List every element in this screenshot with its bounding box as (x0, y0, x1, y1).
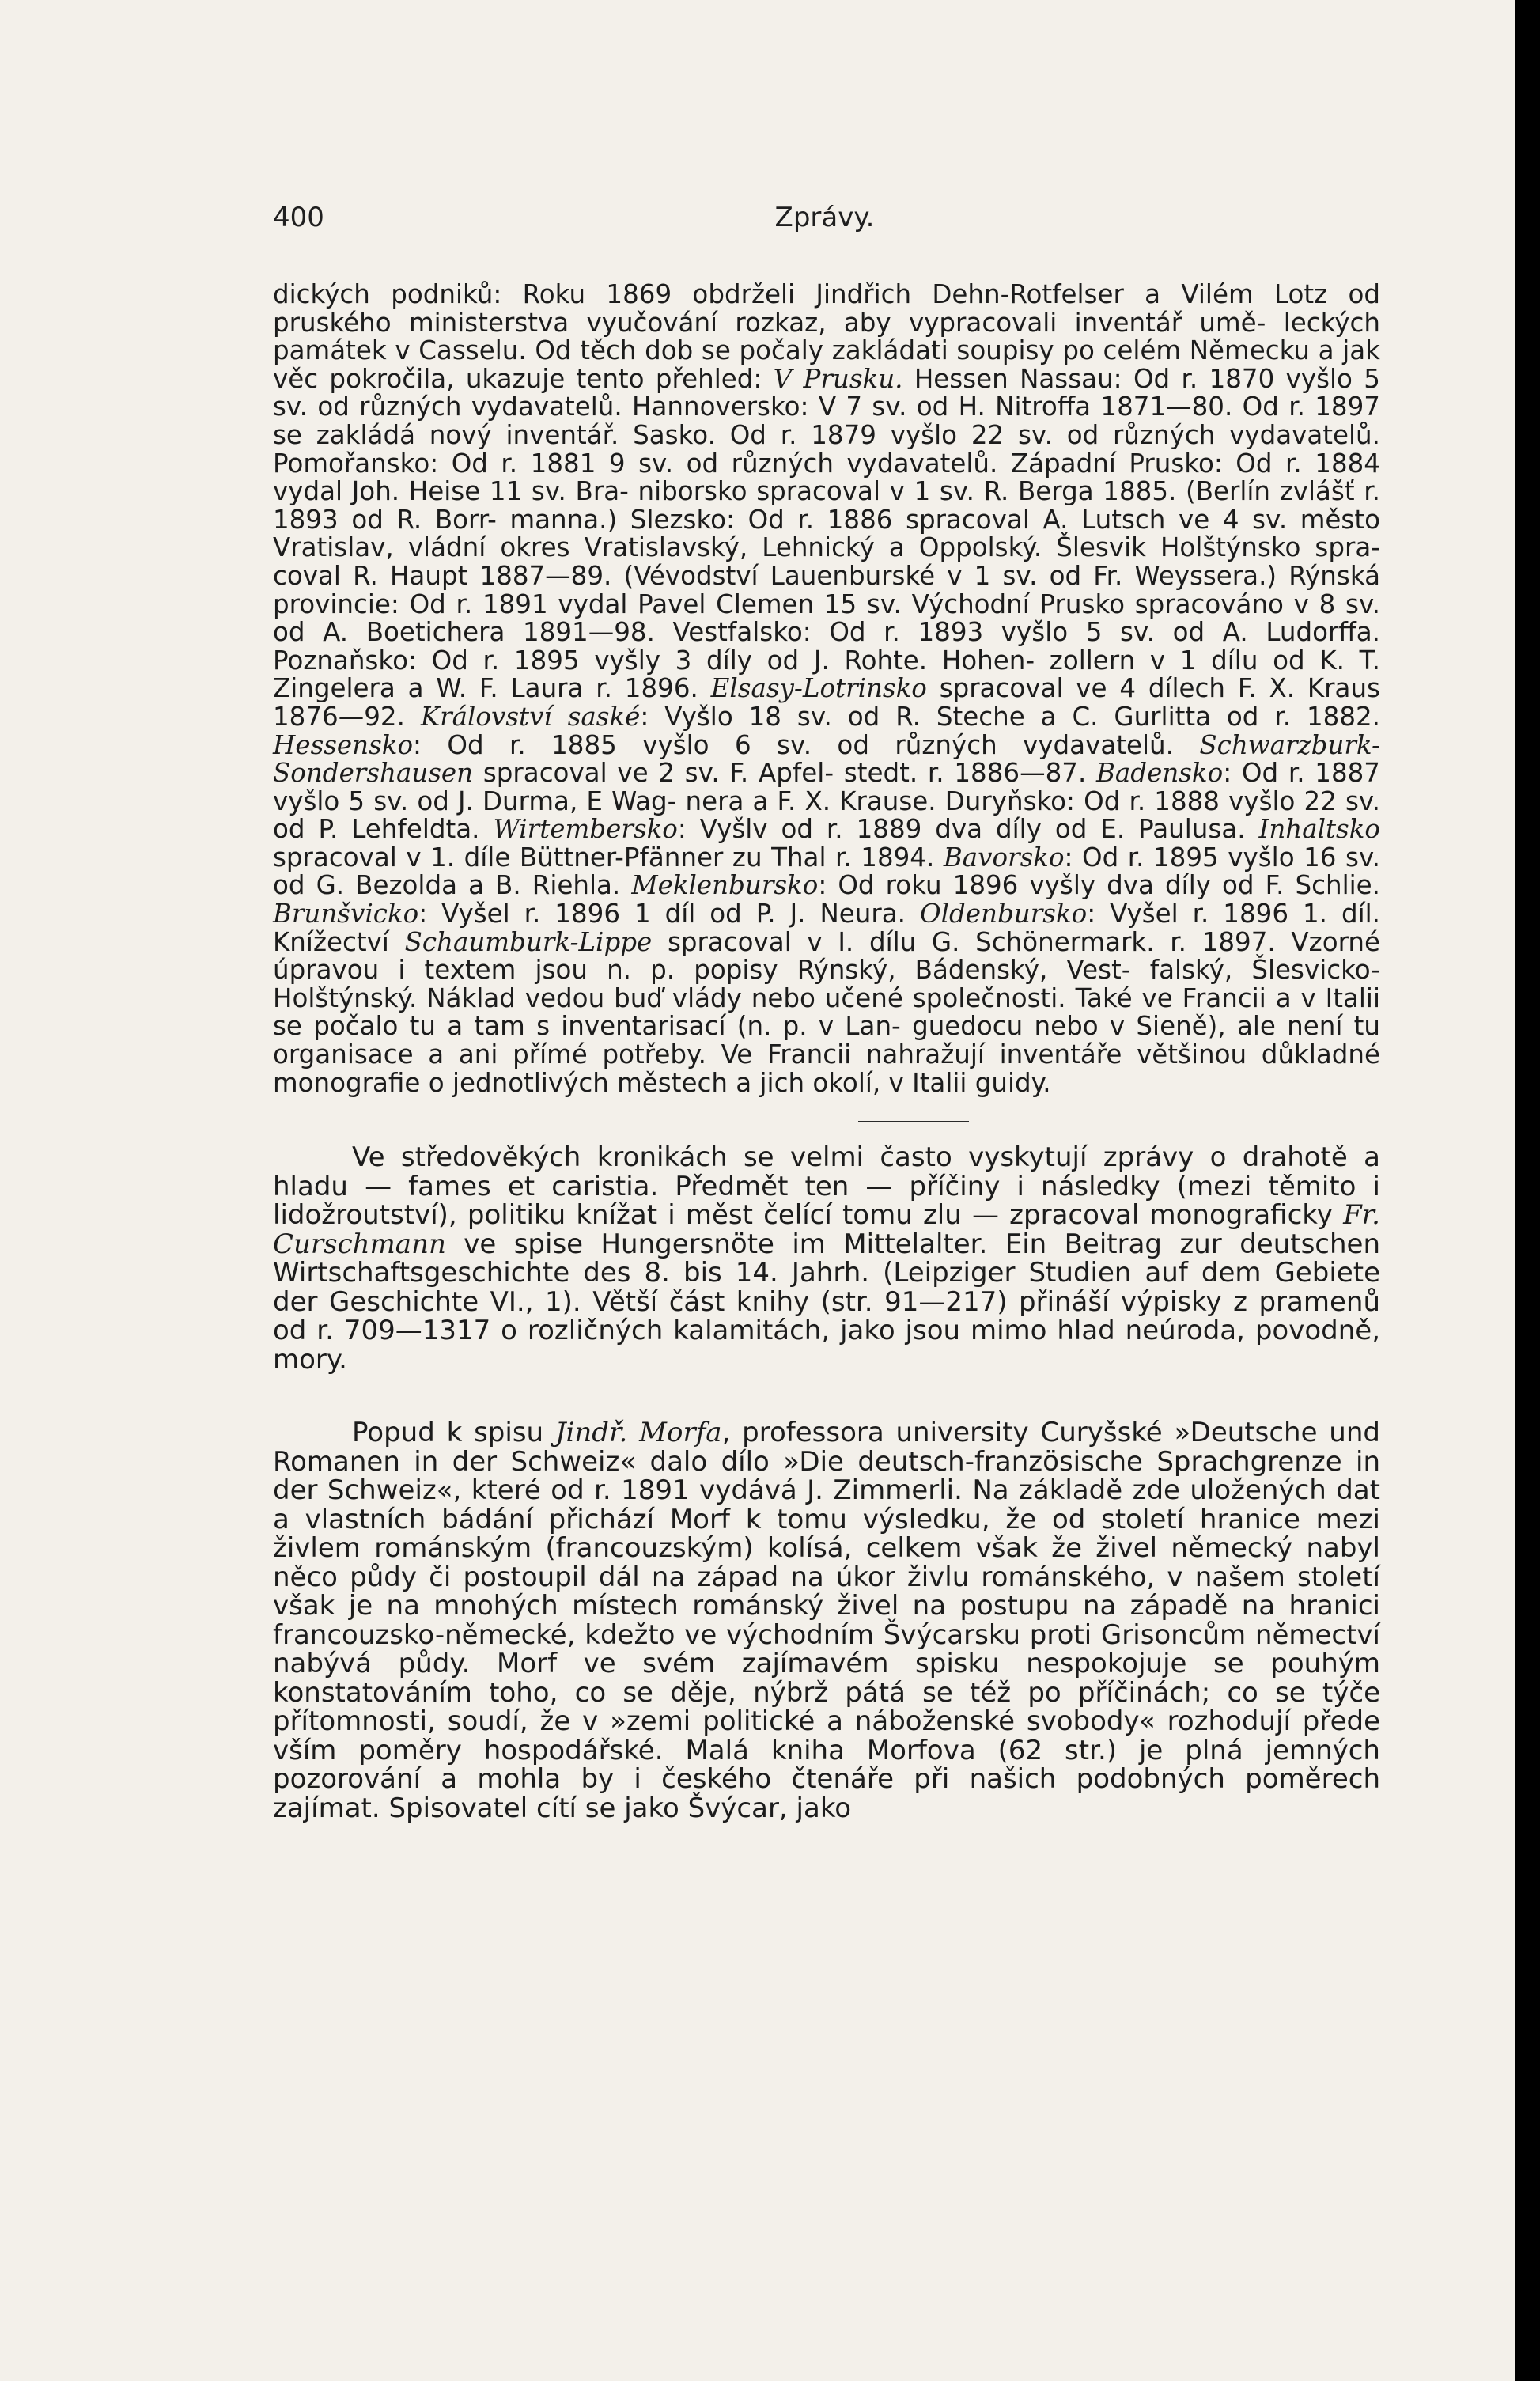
inventory-paragraph: dických podniků: Roku 1869 obdrželi Jindřich Dehn-Rotfelser a Vilém Lotz od pruského ministerstva vyučování rozkaz, aby vypracovali inventář umě- leckých památek v Casselu. Od těch dob se počaly zakládati soupisy po celém Německu a jak věc pokročila, ukazuje tento přehled: V Prusku. Hessen Nassau: Od r. 1870 vyšlo 5 sv. od různých vydavatelů. Hannoversko: V 7 sv. od H. Nitroffa 1871—80. Od r. 1897 se zakládá nový inventář. Sasko. Od r. 1879 vyšlo 22 sv. od různých vydavatelů. Pomořansko: Od r. 1881 9 sv. od různých vydavatelů. Západní Prusko: Od r. 1884 vydal Joh. Heise 11 sv. Bra- niborsko spracoval v 1 sv. R. Berga 1885. (Berlín zvlášť r. 1893 od R. Borr- manna.) Slezsko: Od r. 1886 spracoval A. Lutsch ve 4 sv. město Vratislav, vládní okres Vratislavský, Lehnický a Oppolský. Šlesvik Holštýnsko spra- coval R. Haupt 1887—89. (Vévodství Lauenburské v 1 sv. od Fr. Weyssera.) Rýnská provincie: Od r. 1891 vydal Pavel Clemen 15 sv. Východní Prusko spracováno v 8 sv. od A. Boetichera 1891—98. Vestfalsko: Od r. 1893 vyšlo 5 sv. od A. Ludorffa. Poznaňsko: Od r. 1895 vyšly 3 díly od J. Rohte. Hohen- zollern v 1 dílu od K. T. Zingelera a W. F. Laura r. 1896. Elsasy-Lotrinsko spracoval ve 4 dílech F. X. Kraus 1876—92. Království saské: Vyšlo 18 sv. od R. Steche a C. Gurlitta od r. 1882. Hessensko: Od r. 1885 vyšlo 6 sv. od různých vydavatelů. Schwarzburk-Sondershausen spracoval ve 2 sv. F. Apfel- stedt. r. 1886—87. Badensko: Od r. 1887 vyšlo 5 sv. od J. Durma, E Wag- nera a F. X. Krause. Duryňsko: Od r. 1888 vyšlo 22 sv. od P. Lehfeldta. Wirtembersko: Vyšlv od r. 1889 dva díly od E. Paulusa. Inhaltsko spracoval v 1. díle Büttner-Pfänner zu Thal r. 1894. Bavorsko: Od r. 1895 vyšlo 16 sv. od G. Bezolda a B. Riehla. Meklenbursko: Od roku 1896 vyšly dva díly od F. Schlie. Brunšvicko: Vyšel r. 1896 1 díl od P. J. Neura. Oldenbursko: Vyšel r. 1896 1. díl. Knížectví Schaumburk-Lippe spracoval v I. dílu G. Schönermark. r. 1897. Vzorné úpravou i textem jsou n. p. popisy Rýnský, Bádenský, Vest- falský, Šlesvicko-Holštýnský. Náklad vedou buď vlády nebo učené společnosti. Také ve Francii a v Italii se počalo tu a tam s inventarisací (n. p. v Lan- guedocu nebo v Sieně), ale není tu organisace a ani přímé potřeby. Ve Francii nahražují inventáře většinou důkladné monografie o jednotlivých městech a jich okolí, v Italii guidy. (273, 279, 1381, 1098)
language-border-paragraph: Popud k spisu Jindř. Morfa, professora university Curyšské »Deutsche und Romanen in der Schweiz« dalo dílo »Die deutsch-französische Sprachgrenze in der Schweiz«, které od r. 1891 vydává J. Zimmerli. Na základě zde uložených dat a vlastních bádání přichází Morf k tomu výsledku, že od století hranice mezi živlem románským (francouzským) kolísá, celkem však že živel německý nabyl něco půdy či postoupil dál na západ na úkor živlu románského, v našem století však je na mnohých místech románský živel na postupu na západě na hranici francouzsko-německé, kdežto ve východním Švýcarsku proti Grisoncům němectví nabývá půdy. Morf ve svém zajímavém spisku nespokojuje se pouhým konstatováním toho, co se děje, nýbrž pátá se též po příčinách; co se týče přítomnosti, soudí, že v »zemi politické a náboženské svobody« rozhodují přede vším poměry hospodářské. Malá kniha Morfova (62 str.) je plná jemných pozorování a mohla by i českého čtenáře při našich podobných poměrech zajímat. Spisovatel cítí se jako Švýcar, jako (273, 1417, 1380, 1824)
author-curschmann: Fr. Curschmann (273, 1199, 1380, 1260)
page-number: 400 (273, 202, 324, 233)
body-text (273, 281, 1380, 1823)
page-header (273, 202, 1376, 241)
running-title: Zprávy. (774, 202, 875, 233)
famine-paragraph: Ve středověkých kronikách se velmi často vyskytují zprávy o drahotě a hladu — fames et caristia. Předmět ten — příčiny i následky (mezi těmito i lidožroutství), politiku knížat i měst čelící tomu zlu — zpracoval monograficky Fr. Curschmann ve spise Hungersnöte im Mittelalter. Ein Beitrag zur deutschen Wirtschaftsgeschichte des 8. bis 14. Jahrh. (Leipziger Studien auf dem Gebiete der Geschichte VI., 1). Větší část knihy (str. 91—217) přináší výpisky z pramenů od r. 709—1317 o rozličných kalamitách, jako jsou mimo hlad neúroda, povodně, mory. (273, 1141, 1380, 1376)
author-morf: Jindř. Morfa (554, 1417, 722, 1449)
section-divider (858, 1121, 969, 1122)
